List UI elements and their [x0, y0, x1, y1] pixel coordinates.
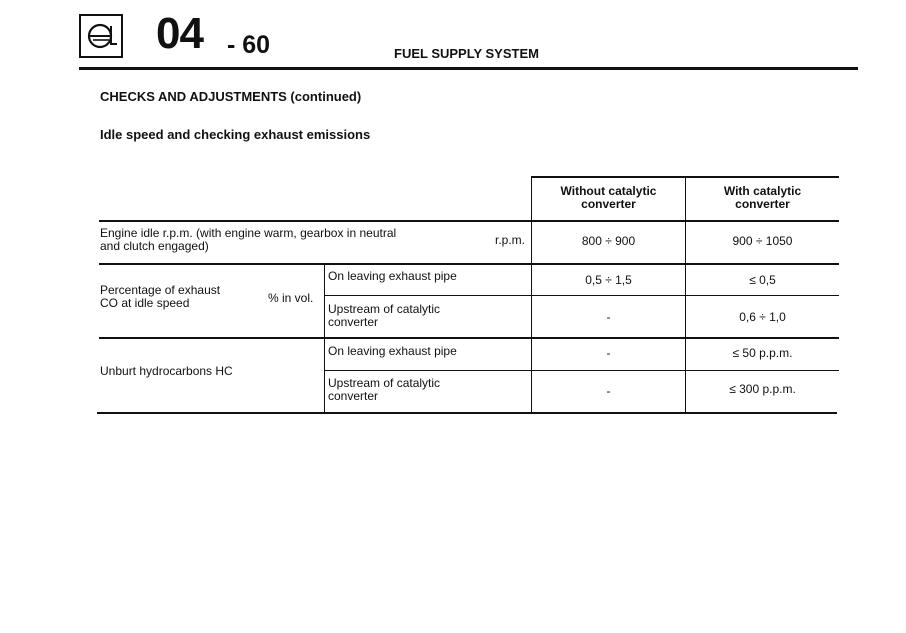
hc-condition-exhaust-pipe: On leaving exhaust pipe: [328, 344, 457, 358]
table-rule: [97, 412, 837, 414]
header-title: FUEL SUPPLY SYSTEM: [394, 46, 539, 61]
idle-rpm-unit: r.p.m.: [495, 233, 526, 247]
idle-rpm-with: 900 ÷ 1050: [732, 234, 793, 248]
table-rule: [324, 370, 839, 371]
co-upstream-with: 0,6 ÷ 1,0: [739, 310, 786, 324]
column-header-with-catalytic: With catalytic converter: [723, 184, 802, 211]
co-upstream-without: -: [606, 310, 611, 324]
header-rule: [79, 67, 858, 70]
table-rule: [531, 176, 532, 413]
subheading: Idle speed and checking exhaust emissions: [100, 127, 371, 142]
section-number: 04: [156, 9, 203, 58]
co-condition-exhaust-pipe: On leaving exhaust pipe: [328, 269, 457, 283]
table-rule: [99, 263, 839, 265]
section-heading: CHECKS AND ADJUSTMENTS (continued): [100, 89, 362, 104]
table-rule: [99, 220, 839, 222]
table-rule: [324, 264, 325, 413]
idle-rpm-without: 800 ÷ 900: [581, 234, 636, 248]
column-header-without-catalytic: Without catalytic converter: [560, 184, 657, 211]
hc-upstream-with: ≤ 300 p.p.m.: [729, 382, 796, 396]
co-condition-upstream: Upstream of catalytic converter: [328, 302, 441, 329]
table-rule: [324, 295, 839, 296]
table-rule: [685, 176, 686, 413]
fiat-logo-icon: [79, 14, 123, 58]
table-rule: [99, 337, 839, 339]
hc-condition-upstream: Upstream of catalytic converter: [328, 376, 441, 403]
hc-upstream-without: -: [606, 384, 611, 398]
page-number: - 60: [227, 31, 271, 59]
idle-rpm-label: Engine idle r.p.m. (with engine warm, gearbox in neutral and clutch engaged): [100, 226, 397, 253]
co-exhaust-with: ≤ 0,5: [749, 273, 776, 287]
hc-exhaust-with: ≤ 50 p.p.m.: [732, 346, 793, 360]
hc-label: Unburt hydrocarbons HC: [100, 364, 233, 378]
co-label: Percentage of exhaust CO at idle speed: [100, 283, 221, 310]
co-exhaust-without: 0,5 ÷ 1,5: [585, 273, 632, 287]
hc-exhaust-without: -: [606, 346, 611, 360]
co-unit: % in vol.: [268, 291, 314, 305]
